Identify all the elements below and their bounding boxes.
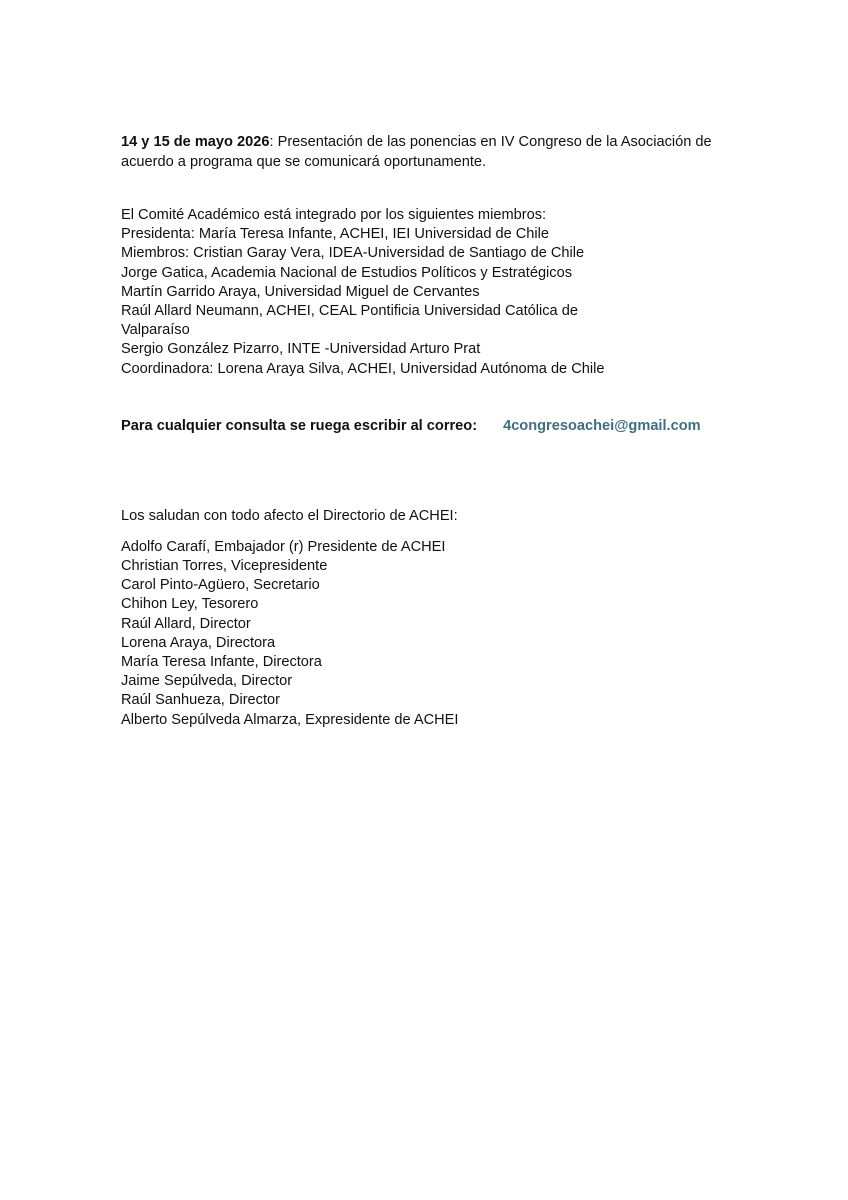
committee-member: Jorge Gatica, Academia Nacional de Estudios Políticos y Estratégicos (121, 264, 573, 281)
committee-member: Raúl Allard Neumann, ACHEI, CEAL Pontificia Universidad Católica de (121, 303, 578, 320)
committee-member: Presidenta: María Teresa Infante, ACHEI, IEI Universidad de Chile (121, 226, 550, 243)
dates-heading: 14 y 15 de mayo 2026 (121, 134, 270, 150)
committee-coordinator: Coordinadora: Lorena Araya Silva, ACHEI, Universidad Autónoma de Chile (121, 360, 605, 377)
board-member: Raúl Allard, Director (121, 615, 251, 632)
board-member: Jaime Sepúlveda, Director (121, 673, 293, 690)
contact-line (121, 416, 741, 436)
committee-member-continuation: Valparaíso (121, 322, 190, 339)
board-member: Lorena Araya, Directora (121, 634, 276, 651)
board-member: María Teresa Infante, Directora (121, 654, 322, 671)
board-member: Adolfo Carafí, Embajador (r) Presidente de ACHEI (121, 538, 446, 555)
academic-committee (121, 206, 741, 379)
board-member: Raúl Sanhueza, Director (121, 692, 280, 709)
dates-description: : Presentación de las ponencias en IV Congreso de la Asociación de acuerdo a programa que se comunicará oportunamente. (121, 134, 712, 170)
board-member: Carol Pinto-Agüero, Secretario (121, 577, 320, 594)
dates-paragraph (121, 133, 741, 172)
committee-intro: El Comité Académico está integrado por los siguientes miembros: (121, 207, 547, 223)
board-member: Christian Torres, Vicepresidente (121, 558, 328, 575)
board-of-directors (121, 538, 741, 730)
board-member: Chihon Ley, Tesorero (121, 596, 259, 613)
committee-member: Sergio González Pizarro, INTE -Universidad Arturo Prat (121, 341, 481, 358)
board-member: Alberto Sepúlveda Almarza, Expresidente de ACHEI (121, 711, 459, 728)
committee-member: Miembros: Cristian Garay Vera, IDEA-Universidad de Santiago de Chile (121, 245, 585, 262)
contact-label: Para cualquier consulta se ruega escribir al correo: (121, 417, 478, 434)
committee-member: Martín Garrido Araya, Universidad Miguel de Cervantes (121, 283, 480, 300)
document-page (121, 133, 741, 730)
contact-email-link[interactable]: 4congresoachei@gmail.com (503, 417, 701, 434)
greeting: Los saludan con todo afecto el Directorio de ACHEI: (121, 507, 458, 524)
